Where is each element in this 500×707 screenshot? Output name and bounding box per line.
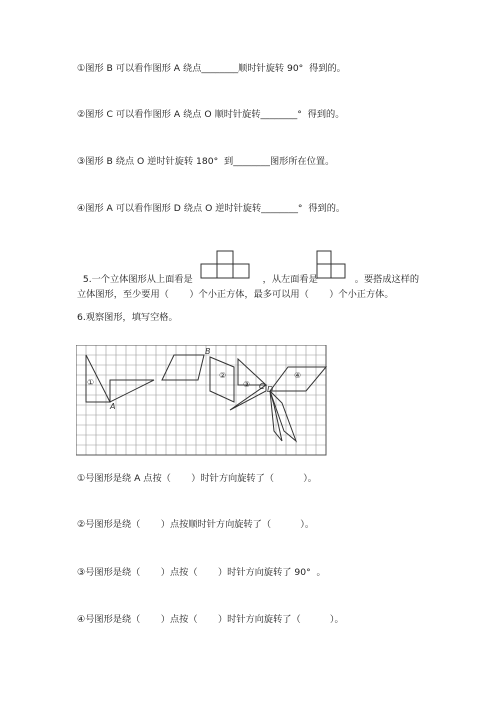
q5-part2: ，从左面看是 bbox=[262, 274, 318, 285]
q6-title: 6.观察图形，填写空格。 bbox=[77, 312, 178, 323]
label-4: ④ bbox=[294, 371, 302, 380]
figure-1-rotated bbox=[110, 380, 154, 402]
figure-2-parallelogram bbox=[162, 355, 204, 380]
top-view-figure bbox=[200, 250, 252, 280]
figure-4-blade-1 bbox=[270, 391, 296, 441]
question-c-rotation: ②图形 C 可以看作图形 A 绕点 O 顺时针旋转________° 得到的。 bbox=[77, 109, 345, 120]
q6-answer-3: ③号图形是绕（ ）点按（ ）时针方向旋转了 90° 。 bbox=[77, 567, 326, 578]
q5-part1: 5.一个立体图形从上面看是 bbox=[82, 274, 193, 285]
label-2: ② bbox=[219, 371, 227, 380]
label-B: B bbox=[205, 347, 211, 356]
question-b-rotation: ①图形 B 可以看作图形 A 绕点________顺时针旋转 90° 得到的。 bbox=[77, 63, 346, 74]
label-3: ③ bbox=[243, 380, 251, 389]
question-a-from-d: ④图形 A 可以看作图形 D 绕点 O 逆时针旋转________° 得到的。 bbox=[77, 203, 346, 214]
q5-line2: 立体图形，至少要用（ ）个小正方体，最多可以用（ ）个小正方体。 bbox=[77, 289, 394, 300]
label-D: D bbox=[267, 385, 274, 394]
q6-answer-1: ①号图形是绕 A 点按（ ）时针方向旋转了（ ）。 bbox=[77, 473, 317, 484]
label-A: A bbox=[110, 402, 116, 411]
label-1: ① bbox=[87, 378, 95, 387]
left-view-figure bbox=[316, 250, 348, 280]
rotation-grid-figure bbox=[76, 345, 328, 457]
label-C: C bbox=[259, 382, 265, 391]
q6-answer-2: ②号图形是绕（ ）点按顺时针方向旋转了（ ）。 bbox=[77, 519, 315, 530]
q6-answer-4: ④号图形是绕（ ）点按（ ）时针方向旋转了（ ）。 bbox=[77, 614, 344, 625]
question-b-180: ③图形 B 绕点 O 逆时针旋转 180° 到________图形所在位置。 bbox=[77, 156, 335, 167]
q5-part3: 。要搭成这样的 bbox=[354, 274, 420, 285]
